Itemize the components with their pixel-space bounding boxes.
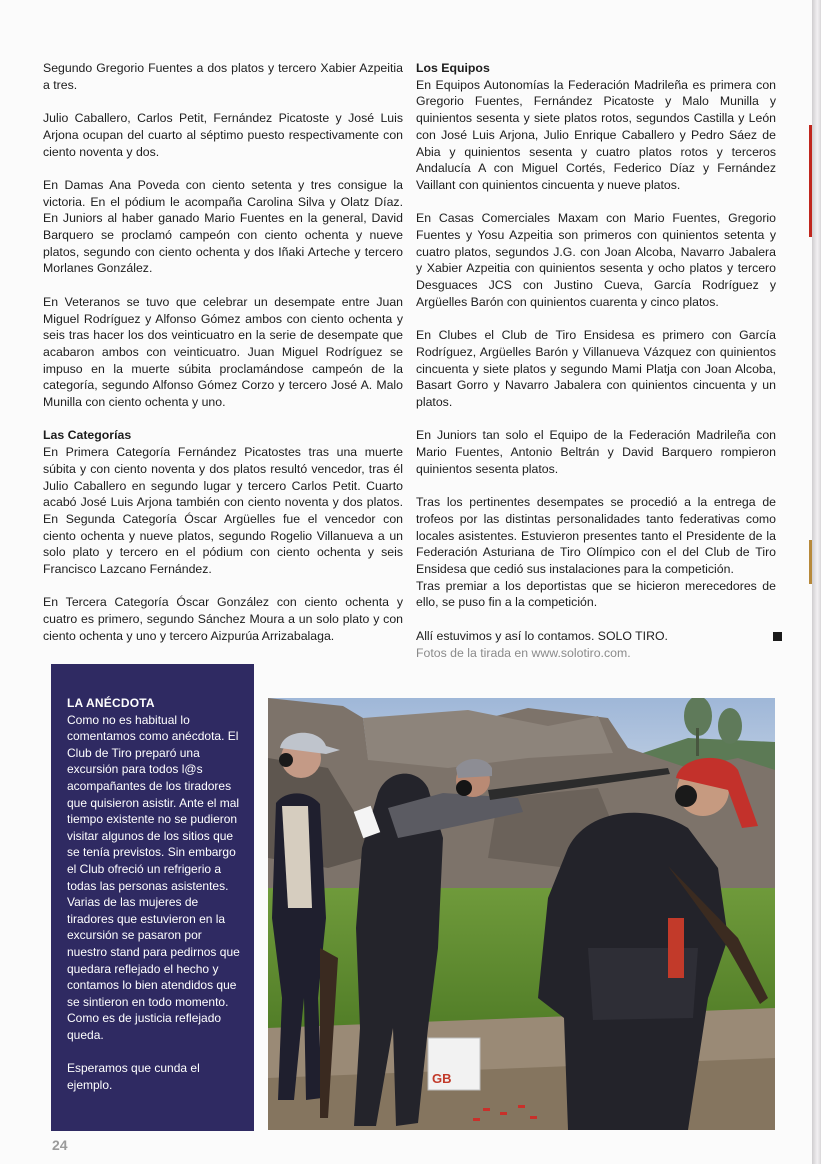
end-of-article-square-icon bbox=[773, 632, 782, 641]
signoff-block bbox=[416, 628, 776, 661]
shooting-range-photo bbox=[268, 698, 775, 1130]
right-column bbox=[416, 60, 776, 661]
photo-credit: Fotos de la tirada en www.solotiro.com. bbox=[416, 645, 631, 660]
section-heading-categorias: Las Categorías bbox=[43, 428, 132, 443]
sidebar-closing: Esperamos que cunda el ejemplo. bbox=[67, 1061, 200, 1092]
signoff-line: Allí estuvimos y así lo contamos. SOLO TIRO. bbox=[416, 628, 668, 643]
paragraph: Segundo Gregorio Fuentes a dos platos y tercero Xabier Azpeitia a tres. bbox=[43, 61, 403, 92]
paragraph: En Veteranos se tuvo que celebrar un desempate entre Juan Miguel Rodríguez y Alfonso Gómez ambos con ciento ochenta y seis tras hacer los dos veinticuatro en la serie de desempate que acabaron ambos con veinticuatro. Juan Miguel Rodríguez se impuso en la muerte súbita proclamándose campeón de la categoría, segundo Alfonso Gómez Corzo y tercero José A. Malo Munilla con ciento ochenta y uno. bbox=[43, 294, 403, 410]
paragraph: En Clubes el Club de Tiro Ensidesa es primero con García Rodríguez, Argüelles Barón y Villanueva Vázquez con quinientos cincuenta y siete platos y segundo Mami Platja con Joan Alcoba, Basart Gorro y Navarro Jabalera con quinientos cincuenta y un platos. bbox=[416, 328, 776, 410]
paragraph: En Primera Categoría Fernández Picatostes tras una muerte súbita y con ciento noventa y dos platos resultó vencedor, tras él Julio Caballero en segundo lugar y tercero Carlos Petit. Cuarto acabó José Luis Arjona también con ciento noventa y dos platos. En Segunda Categoría Óscar Argüelles fue el vencedor con ciento ochenta y nueve platos, segundo Rogelio Villanueva a un solo plato y tercero en el pódium con ciento ochenta y seis Francisco Lazcano Fernández. bbox=[43, 445, 403, 577]
page-spine bbox=[812, 0, 821, 1164]
sidebar-title: LA ANÉCDOTA bbox=[67, 696, 155, 710]
paragraph: Tras los pertinentes desempates se procedió a la entrega de trofeos por las distintas personalidades tanto federativas como locales asistentes. Estuvieron presentes tanto el Presidente de la Federación Asturiana de Tiro Olímpico con el del Club de Tiro Ensidesa que cedió sus instalaciones para la competición. bbox=[416, 495, 776, 577]
paragraph: En Damas Ana Poveda con ciento setenta y tres consigue la victoria. En el pódium le acompaña Carolina Silva y Olatz Díaz. En Juniors al haber ganado Mario Fuentes en la general, David Barquero se proclamó campeón con ciento ochenta y nueve platos, segundo con ciento ochenta y dos Iñaki Arteche y tercero Morlanes González. bbox=[43, 177, 403, 276]
paragraph: Tras premiar a los deportistas que se hicieron merecedores de ello, se puso fin a la competición. bbox=[416, 578, 776, 610]
paragraph: En Casas Comerciales Maxam con Mario Fuentes, Gregorio Fuentes y Yosu Azpeitia son primeros con quinientos setenta y cuatro platos, segundos J.G. con Joan Alcoba, Navarro Jabalera y Xabier Azpeitia con quinientos sesenta y ocho platos y tercero Desguaces JCS con Justino Cueva, García Rodríguez y Argüelles Barón con quinientos cuarenta y cinco platos. bbox=[416, 211, 776, 309]
paragraph: En Equipos Autonomías la Federación Madrileña es primera con Gregorio Fuentes, Fernández Picatoste y Malo Munilla y quinientos sesenta y siete platos rotos, segundos Castilla y León con José Luis Arjona, Julio Enrique Caballero y Pedro Sáez de Abia y quinientos sesenta y cuatro platos rotos y terceros Andalucía A con Miguel Cortés, Federico Díaz y Fernández Vaillant con quinientos cincuenta y nueve platos. bbox=[416, 77, 776, 192]
anecdote-sidebar bbox=[51, 664, 254, 1131]
shell-box-label: GB bbox=[432, 1071, 452, 1086]
section-heading-equipos: Los Equipos bbox=[416, 61, 490, 75]
paragraph: Julio Caballero, Carlos Petit, Fernández Picatoste y José Luis Arjona ocupan del cuarto al séptimo puesto respectivamente con ciento noventa y dos. bbox=[43, 111, 403, 159]
left-column bbox=[43, 60, 403, 661]
paragraph: En Juniors tan solo el Equipo de la Federación Madrileña con Mario Fuentes, Antonio Beltrán y David Barquero rompieron quinientos sesenta platos. bbox=[416, 428, 776, 476]
page-number: 24 bbox=[52, 1137, 68, 1153]
shell-box bbox=[428, 1038, 480, 1090]
paragraph: En Tercera Categoría Óscar González con ciento ochenta y cuatro es primero, segundo Sánchez Moura a un solo plato y con ciento ochenta y uno y tercero Aizpurúa Arrizabalaga. bbox=[43, 595, 403, 643]
photo-illustration bbox=[268, 698, 775, 1130]
sidebar-body: Como no es habitual lo comentamos como anécdota. El Club de Tiro preparó una excursión para todos l@s acompañantes de los tiradores que quisieron asistir. Ante el mal tiempo existente no se pudieron visitar algunos de los sitios que se tenía previstos. Sin embargo el Club ofreció un refrigerio a todas las personas asistentes. Varias de las mujeres de tiradores que estuvieron en la excursión se pasaron por nuestro stand para pedirnos que quedara reflejado el hecho y contamos lo bien atendidos que se sintieron en todo momento. Como es de justicia reflejado queda. bbox=[67, 712, 240, 1042]
